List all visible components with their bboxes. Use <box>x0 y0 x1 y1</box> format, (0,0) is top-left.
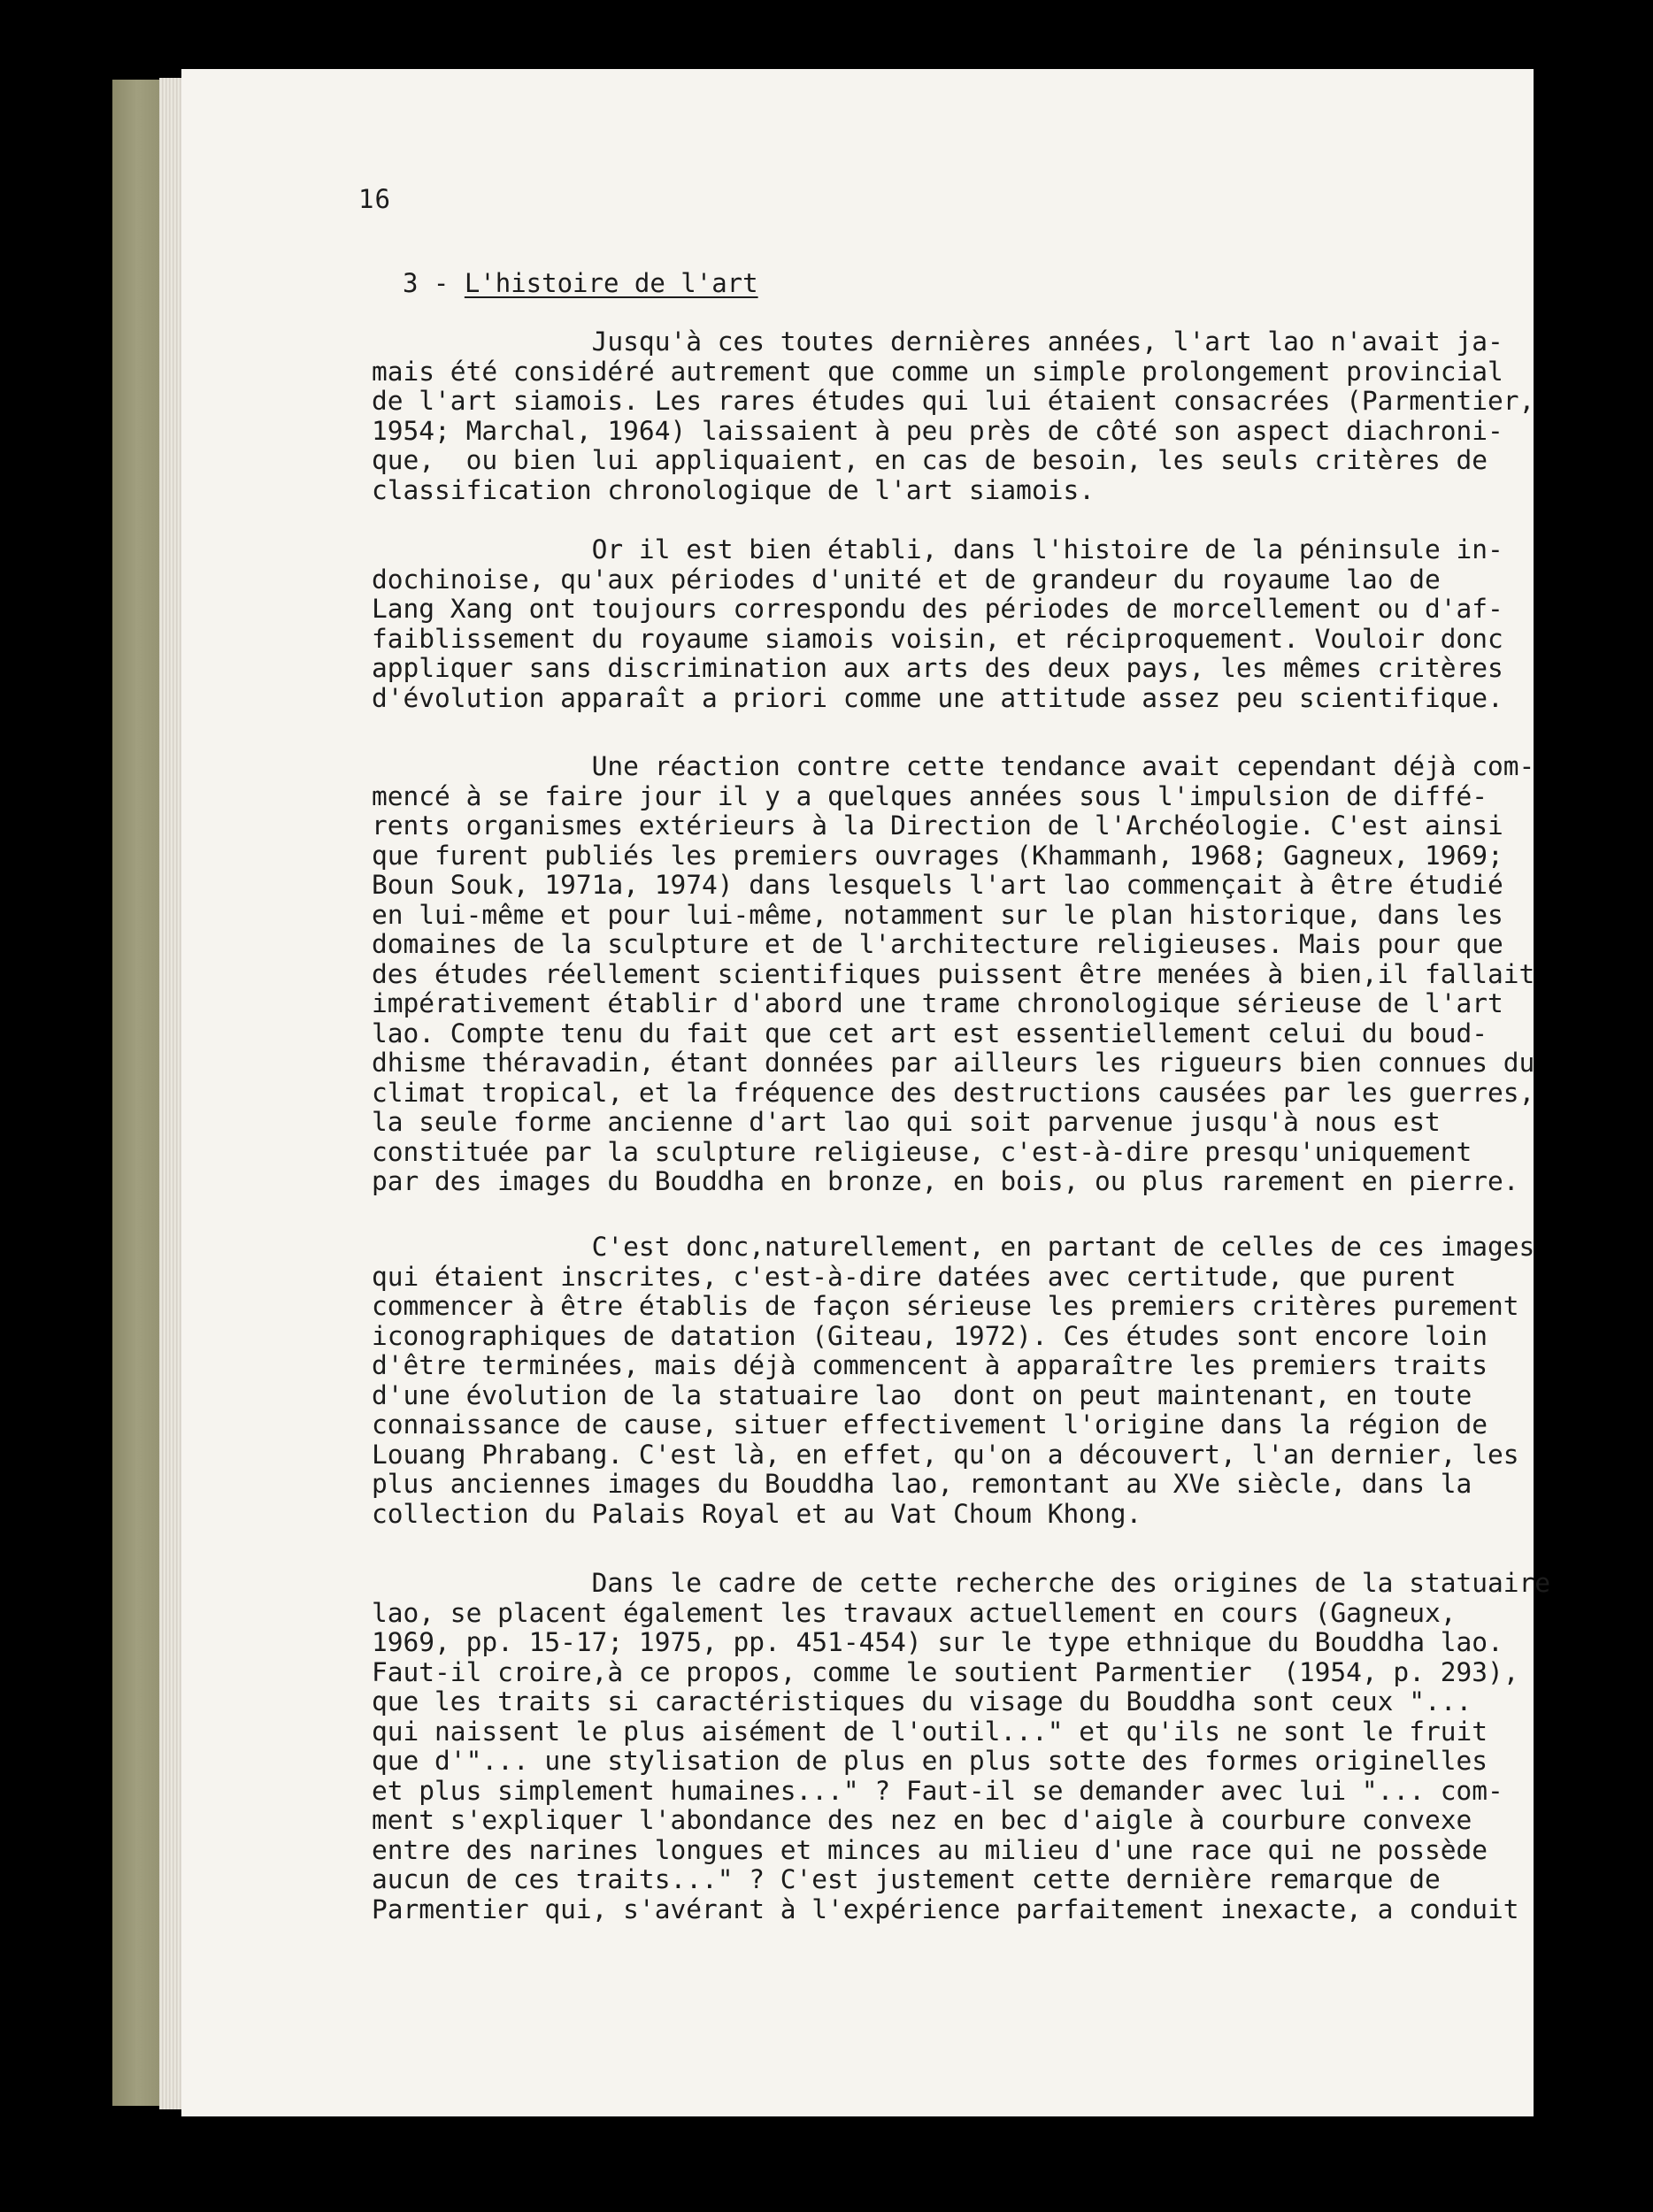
text-line: Dans le cadre de cette recherche des origines de la statuaire <box>372 1568 1551 1598</box>
text-line: iconographiques de datation (Giteau, 1972). Ces études sont encore loin <box>372 1320 1488 1351</box>
text-line: Or il est bien établi, dans l'histoire de la péninsule in- <box>372 534 1503 565</box>
text-line: qui naissent le plus aisément de l'outil..." et qu'ils ne sont le fruit <box>372 1716 1488 1747</box>
text-line: Parmentier qui, s'avérant à l'expérience parfaitement inexacte, a conduit <box>372 1893 1519 1924</box>
text-line: connaissance de cause, situer effectivement l'origine dans la région de <box>372 1409 1488 1440</box>
text-line: d'être terminées, mais déjà commencent à apparaître les premiers traits <box>372 1350 1488 1380</box>
text-line: par des images du Bouddha en bronze, en bois, ou plus rarement en pierre. <box>372 1166 1519 1196</box>
text-line: dhisme théravadin, étant données par ailleurs les rigueurs bien connues du <box>372 1048 1535 1078</box>
text-line: rents organismes extérieurs à la Direction de l'Archéologie. C'est ainsi <box>372 810 1503 841</box>
text-line: climat tropical, et la fréquence des destructions causées par les guerres, <box>372 1077 1535 1108</box>
text-line: de l'art siamois. Les rares études qui lui étaient consacrées (Parmentier, <box>372 386 1535 416</box>
text-line: plus anciennes images du Bouddha lao, remontant au XVe siècle, dans la <box>372 1469 1472 1499</box>
text-line: des études réellement scientifiques puissent être menées à bien,il fallait <box>372 958 1535 989</box>
text-line: lao, se placent également les travaux actuellement en cours (Gagneux, <box>372 1597 1457 1628</box>
text-line: constituée par la sculpture religieuse, c'est-à-dire presqu'uniquement <box>372 1136 1472 1167</box>
page-number: 16 <box>358 184 391 214</box>
text-line: Faut-il croire,à ce propos, comme le soutient Parmentier (1954, p. 293), <box>372 1656 1519 1687</box>
text-line: la seule forme ancienne d'art lao qui soit parvenue jusqu'à nous est <box>372 1107 1441 1137</box>
text-line: 1969, pp. 15-17; 1975, pp. 451-454) sur le type ethnique du Bouddha lao. <box>372 1627 1503 1657</box>
text-line: mencé à se faire jour il y a quelques années sous l'impulsion de diffé- <box>372 780 1488 811</box>
paragraph-5 <box>372 1569 1550 1924</box>
text-line: que d'"... une stylisation de plus en plus sotte des formes originelles <box>372 1746 1488 1776</box>
text-line: classification chronologique de l'art siamois. <box>372 474 1095 505</box>
text-line: impérativement établir d'abord une trame chronologique sérieuse de l'art <box>372 988 1503 1018</box>
text-line: d'évolution apparaît a priori comme une attitude assez peu scientifique. <box>372 682 1503 713</box>
text-line: appliquer sans discrimination aux arts des deux pays, les mêmes critères <box>372 653 1503 683</box>
paragraph-2 <box>372 535 1503 713</box>
paragraph-3 <box>372 752 1534 1197</box>
section-number: 3 - <box>403 268 465 298</box>
paragraph-4 <box>372 1233 1534 1529</box>
text-line: et plus simplement humaines..." ? Faut-il se demander avec lui "... com- <box>372 1775 1503 1806</box>
section-heading <box>403 268 758 298</box>
text-line: C'est donc,naturellement, en partant de celles de ces images <box>372 1232 1535 1262</box>
text-line: aucun de ces traits..." ? C'est justement cette dernière remarque de <box>372 1864 1441 1894</box>
text-line: Une réaction contre cette tendance avait cependant déjà com- <box>372 751 1535 781</box>
text-line: 1954; Marchal, 1964) laissaient à peu près de côté son aspect diachroni- <box>372 415 1503 446</box>
text-line: Boun Souk, 1971a, 1974) dans lesquels l'art lao commençait à être étudié <box>372 870 1503 900</box>
text-line: Louang Phrabang. C'est là, en effet, qu'on a découvert, l'an dernier, les <box>372 1439 1519 1470</box>
section-title: L'histoire de l'art <box>464 268 758 298</box>
text-line: mais été considéré autrement que comme un simple prolongement provincial <box>372 356 1503 387</box>
book-page <box>181 69 1551 2116</box>
text-line: que, ou bien lui appliquaient, en cas de besoin, les seuls critères de <box>372 445 1488 475</box>
text-line: en lui-même et pour lui-même, notamment sur le plan historique, dans les <box>372 899 1503 930</box>
text-line: Jusqu'à ces toutes dernières années, l'art lao n'avait ja- <box>372 326 1503 357</box>
text-line: que furent publiés les premiers ouvrages (Khammanh, 1968; Gagneux, 1969; <box>372 840 1503 871</box>
text-line: dochinoise, qu'aux périodes d'unité et de grandeur du royaume lao de <box>372 564 1441 595</box>
text-line: Lang Xang ont toujours correspondu des périodes de morcellement ou d'af- <box>372 594 1503 624</box>
text-line: collection du Palais Royal et au Vat Choum Khong. <box>372 1498 1142 1529</box>
text-line: ment s'expliquer l'abondance des nez en bec d'aigle à courbure convexe <box>372 1805 1472 1835</box>
text-line: faiblissement du royaume siamois voisin, et réciproquement. Vouloir donc <box>372 623 1503 654</box>
text-line: commencer à être établis de façon sérieuse les premiers critères purement <box>372 1291 1519 1321</box>
text-line: domaines de la sculpture et de l'architecture religieuses. Mais pour que <box>372 929 1503 959</box>
text-line: d'une évolution de la statuaire lao dont on peut maintenant, en toute <box>372 1379 1472 1410</box>
text-line: entre des narines longues et minces au milieu d'une race qui ne possède <box>372 1834 1488 1865</box>
text-line: que les traits si caractéristiques du visage du Bouddha sont ceux "... <box>372 1686 1472 1717</box>
text-line: qui étaient inscrites, c'est-à-dire datées avec certitude, que purent <box>372 1261 1457 1292</box>
paragraph-1 <box>372 327 1534 505</box>
text-line: lao. Compte tenu du fait que cet art est essentiellement celui du boud- <box>372 1018 1488 1048</box>
